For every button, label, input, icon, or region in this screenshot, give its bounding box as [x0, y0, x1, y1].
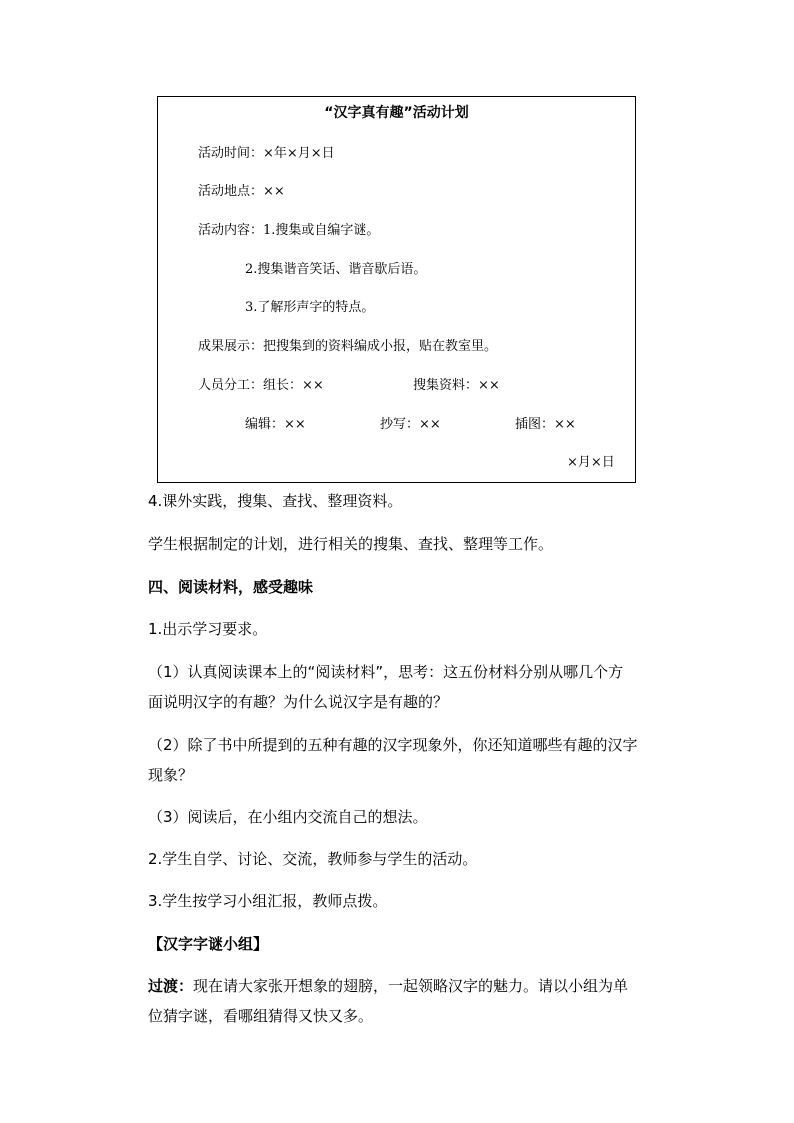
- practice-desc: 学生根据制定的计划，进行相关的搜集、查找、整理等工作。: [148, 535, 554, 553]
- requirement-2-line-2: 现象？: [148, 766, 194, 784]
- transition-line-2: 位猜字谜，看哪组猜得又快又多。: [148, 1007, 374, 1025]
- plan-content-item-3: 3.了解形声字的特点。: [245, 300, 375, 315]
- group-heading: 【汉字字谜小组】: [148, 935, 269, 953]
- plan-place: 活动地点：××: [198, 184, 285, 199]
- activity-plan-box: [157, 96, 636, 483]
- plan-illustrate: 插图：××: [515, 417, 576, 432]
- plan-time: 活动时间：×年×月×日: [198, 146, 335, 161]
- plan-copy: 抄写：××: [380, 417, 441, 432]
- transition-line-1: [148, 975, 628, 996]
- plan-date: ×月×日: [567, 455, 615, 470]
- plan-result: 成果展示：把搜集到的资料编成小报，贴在教室里。: [198, 339, 498, 354]
- plan-content-item-1: 1.搜集或自编字谜。: [263, 223, 380, 238]
- plan-content-item-2: 2.搜集谐音笑话、谐音歇后语。: [245, 262, 427, 277]
- plan-staff: [198, 374, 324, 393]
- requirement-1-line-1: （1）认真阅读课本上的“阅读材料”，思考：这五份材料分别从哪几个方: [148, 663, 624, 681]
- list-item-3: 3.学生按学习小组汇报，教师点拨。: [148, 892, 388, 910]
- requirement-2-line-1: （2）除了书中所提到的五种有趣的汉字现象外，你还知道哪些有趣的汉字: [148, 736, 638, 754]
- plan-collect: 搜集资料：××: [413, 378, 500, 393]
- requirement-1-line-2: 面说明汉字的有趣？为什么说汉字是有趣的？: [148, 693, 449, 711]
- plan-editor: 编辑：××: [245, 417, 306, 432]
- section-heading: 四、阅读材料，感受趣味: [148, 578, 314, 596]
- plan-title: “汉字真有趣”活动计划: [324, 105, 469, 121]
- transition-text: 现在请大家张开想象的翅膀，一起领略汉字的魅力。请以小组为单: [193, 977, 629, 995]
- list-item-1: 1.出示学习要求。: [148, 620, 268, 638]
- transition-label: 过渡：: [148, 977, 194, 995]
- plan-staff-label: 人员分工：: [198, 378, 264, 393]
- plan-leader: 组长：××: [263, 378, 324, 393]
- list-item-2: 2.学生自学、讨论、交流，教师参与学生的活动。: [148, 850, 478, 868]
- plan-content-label: 活动内容：: [198, 223, 264, 238]
- requirement-3: （3）阅读后，在小组内交流自己的想法。: [148, 808, 428, 826]
- practice-step: 4.课外实践，搜集、查找、整理资料。: [148, 492, 403, 510]
- plan-content: [198, 219, 379, 238]
